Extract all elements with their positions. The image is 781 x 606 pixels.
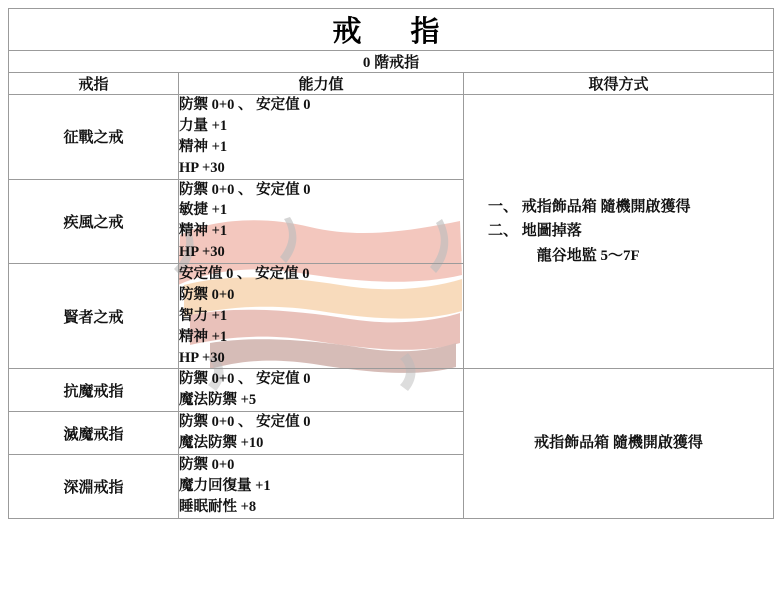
column-header-stats: 能力值 [179, 73, 464, 95]
ring-stats [179, 412, 464, 455]
ring-stats [179, 95, 464, 180]
ring-name: 疾風之戒 [9, 179, 179, 264]
obtain-line: 一、 戒指飾品箱 隨機開啟獲得 [488, 198, 691, 215]
stat-line: 防禦 0+0 、 安定值 0 [179, 181, 311, 198]
header-row [9, 73, 774, 95]
page-title: 戒 指 [9, 9, 774, 51]
ring-data-table [8, 8, 774, 519]
obtain-line: 二、 地圖掉落 [488, 223, 582, 240]
stat-line: 精神 +1 [179, 328, 228, 345]
table-row [9, 95, 774, 180]
subtitle-row [9, 51, 774, 73]
stat-line: 防禦 0+0 、 安定值 0 [179, 414, 311, 431]
ring-name: 征戰之戒 [9, 95, 179, 180]
obtain-method-group-2: 戒指飾品箱 隨機開啟獲得 [464, 369, 774, 518]
ring-name: 滅魔戒指 [9, 412, 179, 455]
stat-line: 魔力回復量 +1 [179, 477, 271, 494]
stat-line: 力量 +1 [179, 117, 228, 134]
ring-stats [179, 179, 464, 264]
stat-line: 精神 +1 [179, 138, 228, 155]
stat-line: HP +30 [179, 244, 225, 261]
stat-line: 敏捷 +1 [179, 202, 228, 219]
obtain-line: 龍谷地監 5〜7F [488, 248, 640, 265]
stat-line: HP +30 [179, 349, 225, 366]
ring-name: 賢者之戒 [9, 264, 179, 369]
stat-line: 智力 +1 [179, 307, 228, 324]
stat-line: 防禦 0+0 、 安定值 0 [179, 97, 311, 113]
stat-line: HP +30 [179, 159, 225, 176]
stat-line: 精神 +1 [179, 223, 228, 240]
stat-line: 防禦 0+0 [179, 286, 235, 303]
stat-line: 魔法防禦 +10 [179, 435, 264, 451]
stat-line: 睡眠耐性 +8 [179, 498, 257, 515]
ring-name: 深淵戒指 [9, 454, 179, 518]
ring-stats [179, 369, 464, 412]
stat-line: 魔法防禦 +5 [179, 392, 257, 409]
stat-line: 防禦 0+0 、 安定值 0 [179, 371, 311, 388]
ring-name: 抗魔戒指 [9, 369, 179, 412]
stat-line: 安定值 0 、 安定值 0 [179, 266, 310, 282]
column-header-ring: 戒指 [9, 73, 179, 95]
obtain-method-group-1 [464, 95, 774, 369]
section-subtitle: 0 階戒指 [9, 51, 774, 73]
column-header-obtain: 取得方式 [464, 73, 774, 95]
stat-line: 防禦 0+0 [179, 456, 235, 473]
ring-stats [179, 264, 464, 369]
title-row [9, 9, 774, 51]
table-row [9, 369, 774, 412]
ring-stats [179, 454, 464, 518]
